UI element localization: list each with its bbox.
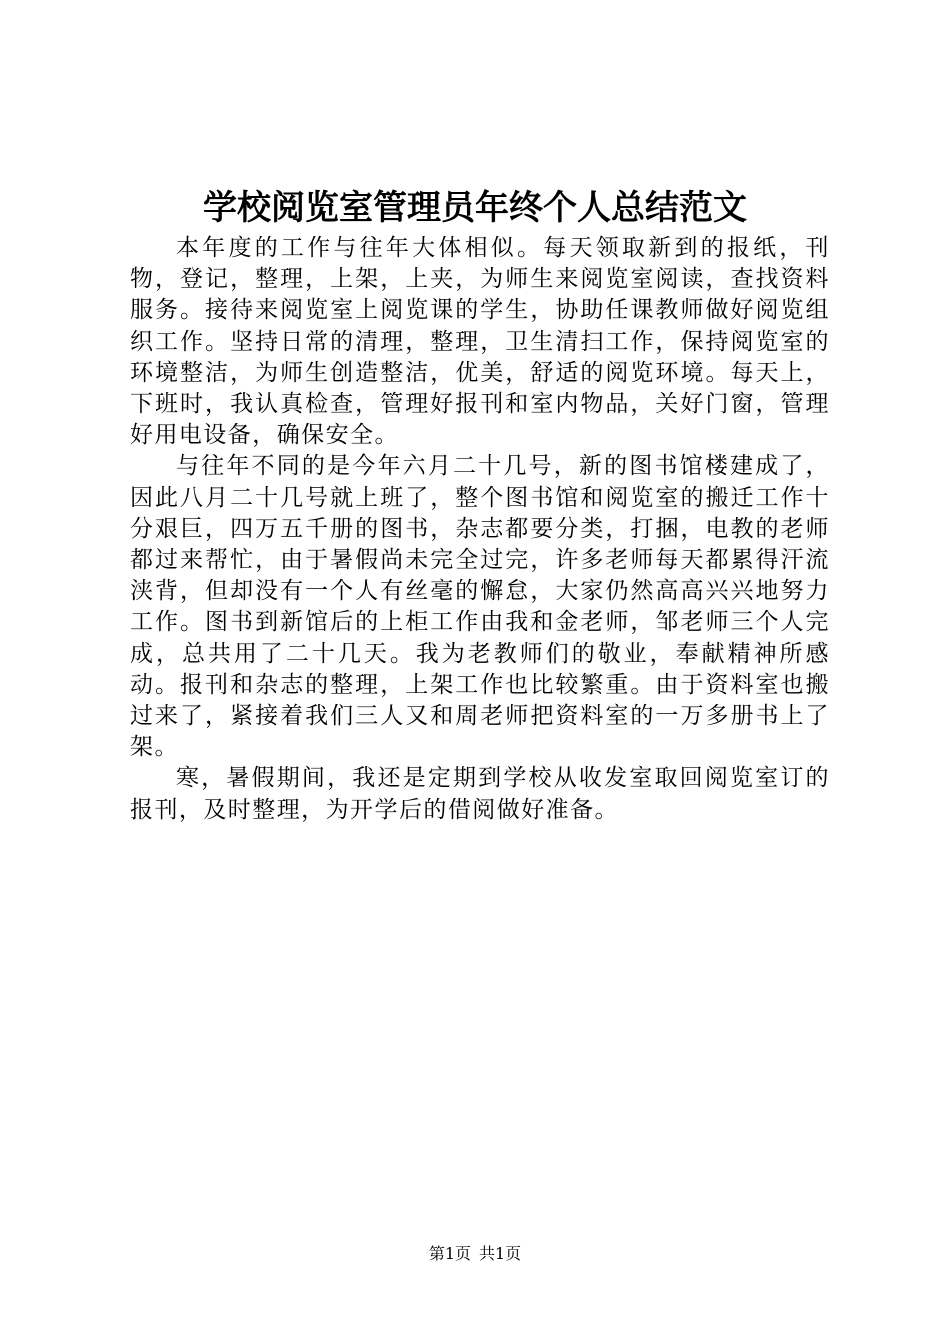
document-body [130,233,830,826]
paragraph-1: 本年度的工作与往年大体相似。每天领取新到的报纸，刊物，登记，整理，上架，上夹，为师生来阅览室阅读，查找资料服务。接待来阅览室上阅览课的学生，协助任课教师做好阅览组织工作。坚持日常的清理，整理，卫生清扫工作，保持阅览室的环境整洁，为师生创造整洁，优美，舒适的阅览环境。每天上，下班时，我认真检查，管理好报刊和室内物品，关好门窗，管理好用电设备，确保安全。 [130,235,830,449]
page-footer [0,1244,950,1264]
page-total: 共1页 [479,1244,522,1263]
page-number: 第1页 [428,1244,471,1263]
paragraph-2: 与往年不同的是今年六月二十几号，新的图书馆楼建成了，因此八月二十几号就上班了，整个图书馆和阅览室的搬迁工作十分艰巨，四万五千册的图书，杂志都要分类，打捆，电教的老师都过来帮忙，由于暑假尚未完全过完，许多老师每天都累得汗流浃背，但却没有一个人有丝毫的懈怠，大家仍然高高兴兴地努力工作。图书到新馆后的上柜工作由我和金老师，邹老师三个人完成，总共用了二十几天。我为老教师们的敬业，奉献精神所感动。报刊和杂志的整理，上架工作也比较繁重。由于资料室也搬过来了，紧接着我们三人又和周老师把资料室的一万多册书上了架。 [130,453,830,761]
paragraph-3: 寒，暑假期间，我还是定期到学校从收发室取回阅览室订的报刊，及时整理，为开学后的借阅做好准备。 [130,765,830,823]
document-title: 学校阅览室管理员年终个人总结范文 [203,188,747,228]
